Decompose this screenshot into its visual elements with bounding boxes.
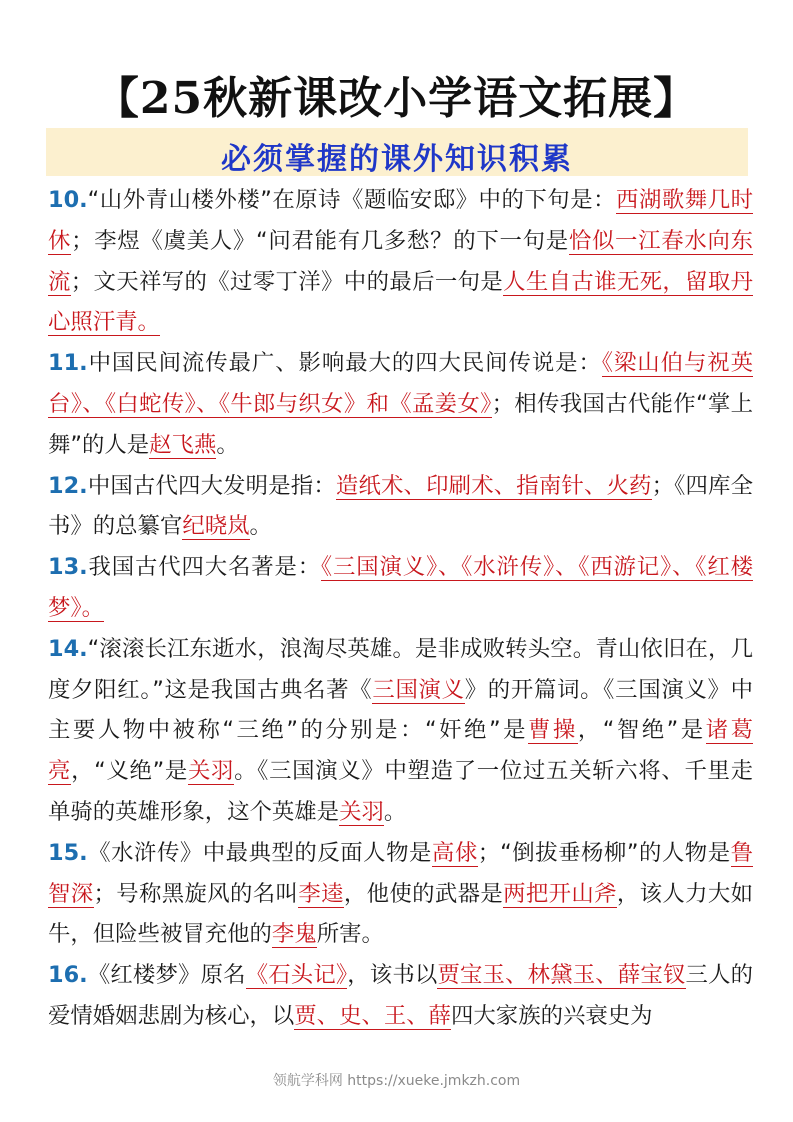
page-title: 【25秋新课改小学语文拓展】: [94, 73, 699, 124]
question-item: [48, 180, 753, 343]
question-text: “山外青山楼外楼”在原诗《题临安邸》中的下句是：: [87, 187, 617, 213]
question-text: 。: [383, 798, 407, 825]
question-text: ；李煜《虞美人》“问君能有几多愁？的下一句是: [71, 227, 569, 254]
question-text: 中国民间流传最广、影响最大的四大民间传说是：: [87, 350, 602, 377]
question-item: [48, 466, 753, 548]
question-text: ；号称黑旋风的名叫: [93, 880, 299, 907]
question-text: 。: [216, 431, 239, 458]
question-item: [48, 955, 753, 1037]
question-text: “滚滚长江东逝水，浪淘尽英雄。是非成败转头空。青山依旧在，几度夕阳红。”这是我国古典名著《: [48, 635, 753, 703]
answer-text: 造纸术、印刷术、指南针、火药: [335, 472, 652, 499]
question-list: [48, 180, 753, 1037]
question-text: ；“倒拔垂杨柳”的人物是: [477, 839, 731, 866]
answer-text: 贾、史、王、薛: [294, 1002, 452, 1029]
question-text: ，该人力大如牛，但险些被冒充他的: [48, 880, 754, 948]
answer-text: 三国演义: [372, 676, 465, 703]
answer-text: 鲁智深: [48, 839, 754, 907]
question-text: ；文天祥写的《过零丁洋》中的最后一句是: [70, 268, 504, 295]
answer-text: 贾宝玉、林黛玉、薛宝钗: [437, 962, 686, 989]
question-text: 《红楼梦》原名: [87, 962, 246, 989]
question-text: 四大家族的兴衰史为: [451, 1002, 653, 1029]
question-item: [48, 833, 753, 955]
question-text: ，“智绝”是: [577, 717, 706, 744]
question-text: 我国古代四大名著是：: [87, 554, 321, 581]
answer-text: 关羽: [187, 758, 235, 785]
question-text: 所害。: [316, 921, 384, 948]
question-text: 《水浒传》中最典型的反面人物是: [87, 839, 432, 866]
answer-text: 高俅: [431, 839, 478, 866]
question-number: 14.: [48, 635, 88, 662]
answer-text: 人生自古谁无死，留取丹心照汗青。: [48, 268, 754, 336]
answer-text: 纪晓岚: [182, 513, 250, 540]
answer-text: 《梁山伯与祝英台》、《白蛇传》、《牛郎与织女》和《孟姜女》: [48, 350, 753, 417]
answer-text: 赵飞燕: [149, 431, 217, 458]
question-item: [48, 629, 753, 833]
answer-text: 关羽: [339, 798, 384, 825]
question-text: 三人的爱情婚姻悲剧为核心，以: [48, 962, 754, 1029]
question-item: [48, 343, 753, 465]
answer-text: 李逵: [298, 880, 344, 907]
question-item: [48, 547, 753, 629]
answer-text: 诸葛亮: [48, 717, 754, 785]
answer-text: 李鬼: [271, 921, 317, 948]
question-number: 11.: [48, 350, 88, 377]
question-number: 13.: [48, 554, 88, 581]
question-text: ，该书以: [347, 962, 438, 989]
question-number: 10.: [48, 187, 88, 213]
question-number: 12.: [48, 472, 88, 499]
question-text: 》的开篇词。《三国演义》中主要人物中被称“三绝”的分别是：“奸绝”是: [48, 676, 753, 744]
answer-text: 两把开山斧: [503, 880, 617, 907]
subtitle-banner: [46, 128, 748, 176]
question-number: 15.: [48, 839, 88, 866]
question-text: ，“义绝”是: [71, 758, 188, 785]
answer-text: 恰似一江春水向东流: [48, 227, 754, 295]
question-text: 。: [249, 513, 272, 540]
question-number: 16.: [48, 962, 88, 989]
question-text: ；《四库全书》的总纂官: [48, 472, 754, 540]
footer-watermark: 领航学科网 https://xueke.jmkzh.com: [272, 1073, 521, 1089]
question-text: ；相传我国古代能作“掌上舞”的人是: [48, 390, 753, 458]
answer-text: 《石头记》: [245, 962, 348, 989]
answer-text: 西湖歌舞几时休: [48, 187, 754, 254]
subtitle: 必须掌握的课外知识积累: [221, 142, 573, 177]
question-text: 。《三国演义》中塑造了一位过五关斩六将、千里走单骑的英雄形象，这个英雄是: [48, 758, 754, 825]
question-text: ，他使的武器是: [343, 880, 504, 907]
answer-text: 《三国演义》、《水浒传》、《西游记》、《红楼梦》。: [48, 554, 753, 621]
answer-text: 曹操: [527, 717, 578, 744]
question-text: 中国古代四大发明是指：: [87, 472, 336, 499]
